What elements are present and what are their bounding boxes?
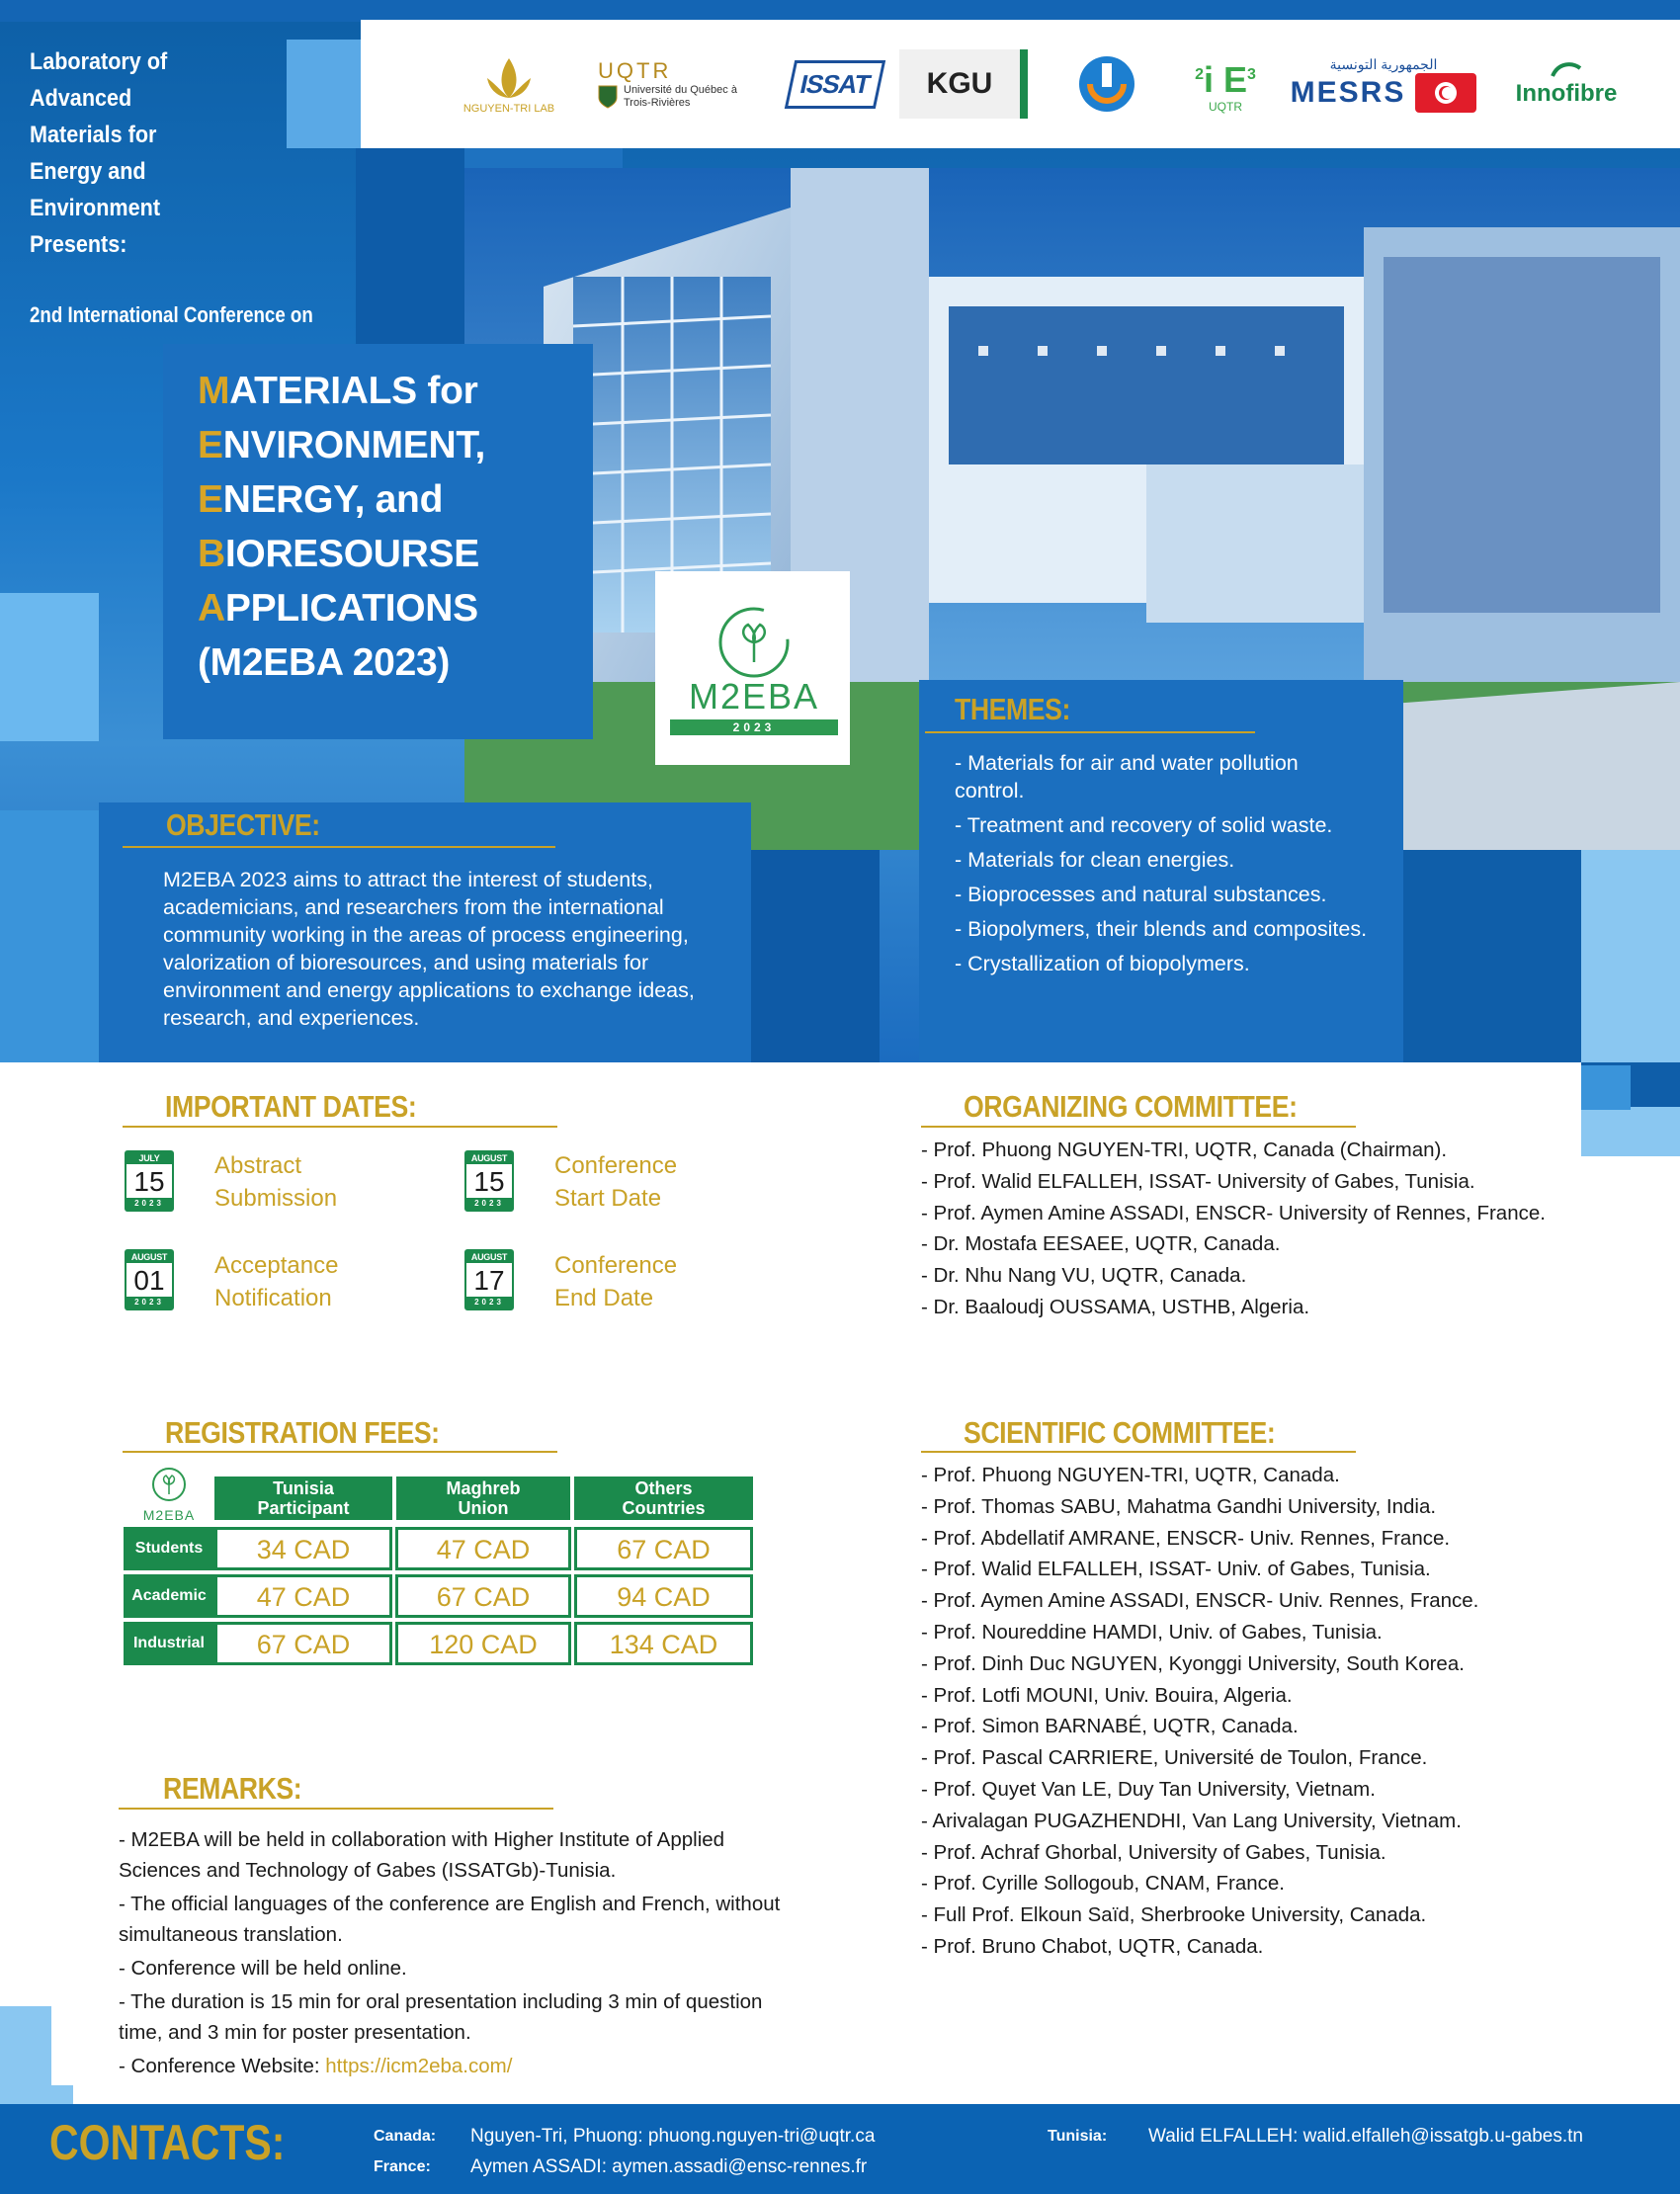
committee-member: - Prof. Aymen Amine ASSADI, ENSCR- Univ. Rennes, France. [921, 1589, 1479, 1613]
calendar-icon: JULY 15 2023 [125, 1150, 174, 1212]
calendar-icon: AUGUST 17 2023 [464, 1249, 514, 1310]
m2eba-logo-text: M2EBA [688, 676, 820, 717]
lab-presents: Laboratory of Advanced Materials for Energy and Environment Presents: [30, 48, 168, 258]
date-label: Conference Start Date [554, 1152, 678, 1212]
committee-member: - Prof. Achraf Ghorbal, University of Gabes, Tunisia. [921, 1840, 1386, 1864]
kgu-logo: KGU [894, 40, 1033, 128]
organizing-list [921, 1135, 1546, 1323]
committee-member: - Prof. Abdellatif AMRANE, ENSCR- Univ. Rennes, France. [921, 1526, 1451, 1550]
committee-member: - Prof. Walid ELFALLEH, ISSAT- Univ. of Gabes, Tunisia. [921, 1558, 1431, 1581]
contacts-footer [0, 2104, 1680, 2194]
fees-cell: 47 CAD [214, 1574, 392, 1618]
deco-tile [0, 593, 99, 741]
theme-item: - Bioprocesses and natural substances. [955, 883, 1327, 906]
m2eba-logo-year: 2023 [670, 719, 838, 735]
committee-member: - Prof. Walid ELFALLEH, ISSAT- University of Gabes, Tunisia. [921, 1169, 1475, 1193]
date-label: Conference End Date [554, 1252, 678, 1311]
committee-member: - Full Prof. Elkoun Saïd, Sherbrooke University, Canada. [921, 1903, 1427, 1927]
committee-member: - Prof. Quyet Van LE, Duy Tan University, Vietnam. [921, 1777, 1376, 1801]
fees-cell: 34 CAD [214, 1527, 392, 1570]
fees-column-header: Maghreb Union [396, 1477, 570, 1520]
fees-cell: 134 CAD [574, 1622, 753, 1665]
calendar-icon: AUGUST 01 2023 [125, 1249, 174, 1310]
hero-banner [0, 0, 1680, 1062]
top-strip [0, 0, 1680, 22]
fees-column-header: Tunisia Participant [214, 1477, 392, 1520]
fees-cell: 47 CAD [395, 1527, 571, 1570]
committee-member: - Prof. Noureddine HAMDI, Univ. of Gabes, Tunisia. [921, 1620, 1383, 1644]
committee-member: - Dr. Nhu Nang VU, UQTR, Canada. [921, 1264, 1247, 1288]
remark-item: - M2EBA will be held in collaboration with Higher Institute of Applied Sciences and Technology of Gabes (ISSATGb)-Tunisia. [119, 1828, 725, 1882]
objective-text: M2EBA 2023 aims to attract the interest of students, academicians, and researchers from the international community working in the areas of process engineering, valorization of bioresources, and using materials for environment and energy applications to exchange ideas, research, and experiences. [163, 868, 695, 1030]
committee-member: - Prof. Phuong NGUYEN-TRI, UQTR, Canada. [921, 1464, 1340, 1486]
sponsor-logo-bar [361, 20, 1680, 148]
contact-france[interactable]: Aymen ASSADI: aymen.assadi@ensc-rennes.fr [470, 2156, 868, 2177]
scientific-list [921, 1460, 1478, 1963]
theme-item: - Biopolymers, their blends and composites. [955, 917, 1368, 941]
fees-cell: 120 CAD [395, 1622, 571, 1665]
ugb-logo [1052, 40, 1161, 128]
remark-item [119, 2051, 791, 2081]
fees-cell: 67 CAD [395, 1574, 571, 1618]
fees-logo: M2EBA [125, 1463, 213, 1522]
committee-member: - Prof. Phuong NGUYEN-TRI, UQTR, Canada (Chairman). [921, 1139, 1448, 1161]
conference-title: MATERIALS for ENVIRONMENT, ENERGY, and BIORESOURSE APPLICATIONS (M2EBA 2023) [163, 344, 593, 739]
committee-member: - Prof. Bruno Chabot, UQTR, Canada. [921, 1934, 1264, 1958]
divider [921, 1451, 1356, 1453]
themes-list [955, 749, 1370, 984]
website-link[interactable]: https://icm2eba.com/ [325, 2055, 513, 2077]
theme-item: - Treatment and recovery of solid waste. [955, 813, 1333, 837]
committee-member: - Prof. Lotfi MOUNI, Univ. Bouira, Algeria. [921, 1683, 1293, 1707]
mesrs-logo: الجمهورية التونسية MESRS [1285, 40, 1482, 128]
fees-title: REGISTRATION FEES: [165, 1415, 440, 1450]
deco-tile [51, 2085, 73, 2104]
nguyen-tri-lab-logo: NGUYEN-TRI LAB [440, 40, 578, 128]
deco-tile [0, 2006, 51, 2104]
divider [925, 731, 1255, 733]
committee-member: - Prof. Simon BARNABÉ, UQTR, Canada. [921, 1715, 1299, 1738]
themes-box [919, 680, 1403, 1061]
deco-tile [1581, 1065, 1631, 1110]
committee-member: - Prof. Cyrille Sollogoub, CNAM, France. [921, 1872, 1285, 1896]
organizing-title: ORGANIZING COMMITTEE: [964, 1089, 1298, 1124]
committee-member: - Prof. Dinh Duc NGUYEN, Kyonggi University, South Korea. [921, 1651, 1465, 1675]
m2eba-logo [655, 571, 850, 765]
objective-title: OBJECTIVE: [166, 807, 320, 842]
fees-row-label: Students [124, 1527, 214, 1570]
uqtr-logo: UQTR Université du Québec à Trois-Rivières [598, 58, 737, 109]
remark-item: - Conference will be held online. [119, 1957, 407, 1980]
dates-title: IMPORTANT DATES: [165, 1089, 417, 1124]
theme-item: - Materials for air and water pollution control. [955, 751, 1299, 802]
date-label: Abstract Submission [214, 1152, 338, 1212]
calendar-icon: AUGUST 15 2023 [464, 1150, 514, 1212]
i2e3-logo: $^2$i $E^3$ UQTR [1195, 58, 1256, 114]
issat-logo: ISSAT [786, 40, 884, 128]
divider [123, 1126, 557, 1128]
theme-item: - Materials for clean energies. [955, 848, 1235, 872]
theme-item: - Crystallization of biopolymers. [955, 952, 1250, 975]
contacts-title: CONTACTS: [49, 2115, 286, 2170]
contact-country: Canada: [374, 2128, 437, 2145]
contact-canada[interactable]: Nguyen-Tri, Phuong: phuong.nguyen-tri@uqtr.ca [470, 2126, 876, 2147]
contact-tunisia[interactable]: Walid ELFALLEH: walid.elfalleh@issatgb.u-gabes.tn [1148, 2126, 1583, 2147]
remark-item: - The official languages of the conference are English and French, without simultaneous translation. [119, 1893, 781, 1946]
fees-row-label: Academic [124, 1574, 214, 1618]
committee-member: - Prof. Aymen Amine ASSADI, ENSCR- University of Rennes, France. [921, 1201, 1546, 1224]
deco-tile [1581, 1107, 1680, 1156]
innofibre-logo: Innofibre [1497, 40, 1636, 128]
committee-member: - Dr. Mostafa EESAEE, UQTR, Canada. [921, 1232, 1281, 1256]
themes-title: THEMES: [955, 692, 1070, 726]
contact-country: France: [374, 2158, 431, 2175]
remark-item: - The duration is 15 min for oral presentation including 3 min of question time, and 3 min for poster presentation. [119, 1990, 763, 2044]
deco-tile [0, 810, 99, 1062]
fees-cell: 67 CAD [214, 1622, 392, 1665]
scientific-title: SCIENTIFIC COMMITTEE: [964, 1415, 1276, 1450]
committee-member: - Dr. Baaloudj OUSSAMA, USTHB, Algeria. [921, 1295, 1310, 1318]
leaf-circle-icon [705, 601, 803, 680]
fees-row-label: Industrial [124, 1622, 214, 1665]
fees-cell: 94 CAD [574, 1574, 753, 1618]
committee-member: - Prof. Thomas SABU, Mahatma Gandhi University, India. [921, 1494, 1437, 1518]
fees-column-header: Others Countries [574, 1477, 753, 1520]
divider [123, 1451, 557, 1453]
divider [921, 1126, 1356, 1128]
website-label: - Conference Website: [119, 2055, 326, 2077]
committee-member: - Arivalagan PUGAZHENDHI, Van Lang University, Vietnam. [921, 1809, 1462, 1832]
remarks-list [119, 1824, 791, 2084]
fees-cell: 67 CAD [574, 1527, 753, 1570]
divider [119, 1808, 553, 1810]
remarks-title: REMARKS: [163, 1771, 302, 1806]
contact-country: Tunisia: [1048, 2128, 1108, 2145]
date-label: Acceptance Notification [214, 1252, 339, 1311]
divider [123, 846, 555, 848]
conference-edition: 2nd International Conference on [30, 302, 313, 327]
objective-box [99, 802, 751, 1061]
committee-member: - Prof. Pascal CARRIERE, Université de Toulon, France. [921, 1746, 1428, 1770]
leaf-circle-icon [125, 1463, 213, 1502]
